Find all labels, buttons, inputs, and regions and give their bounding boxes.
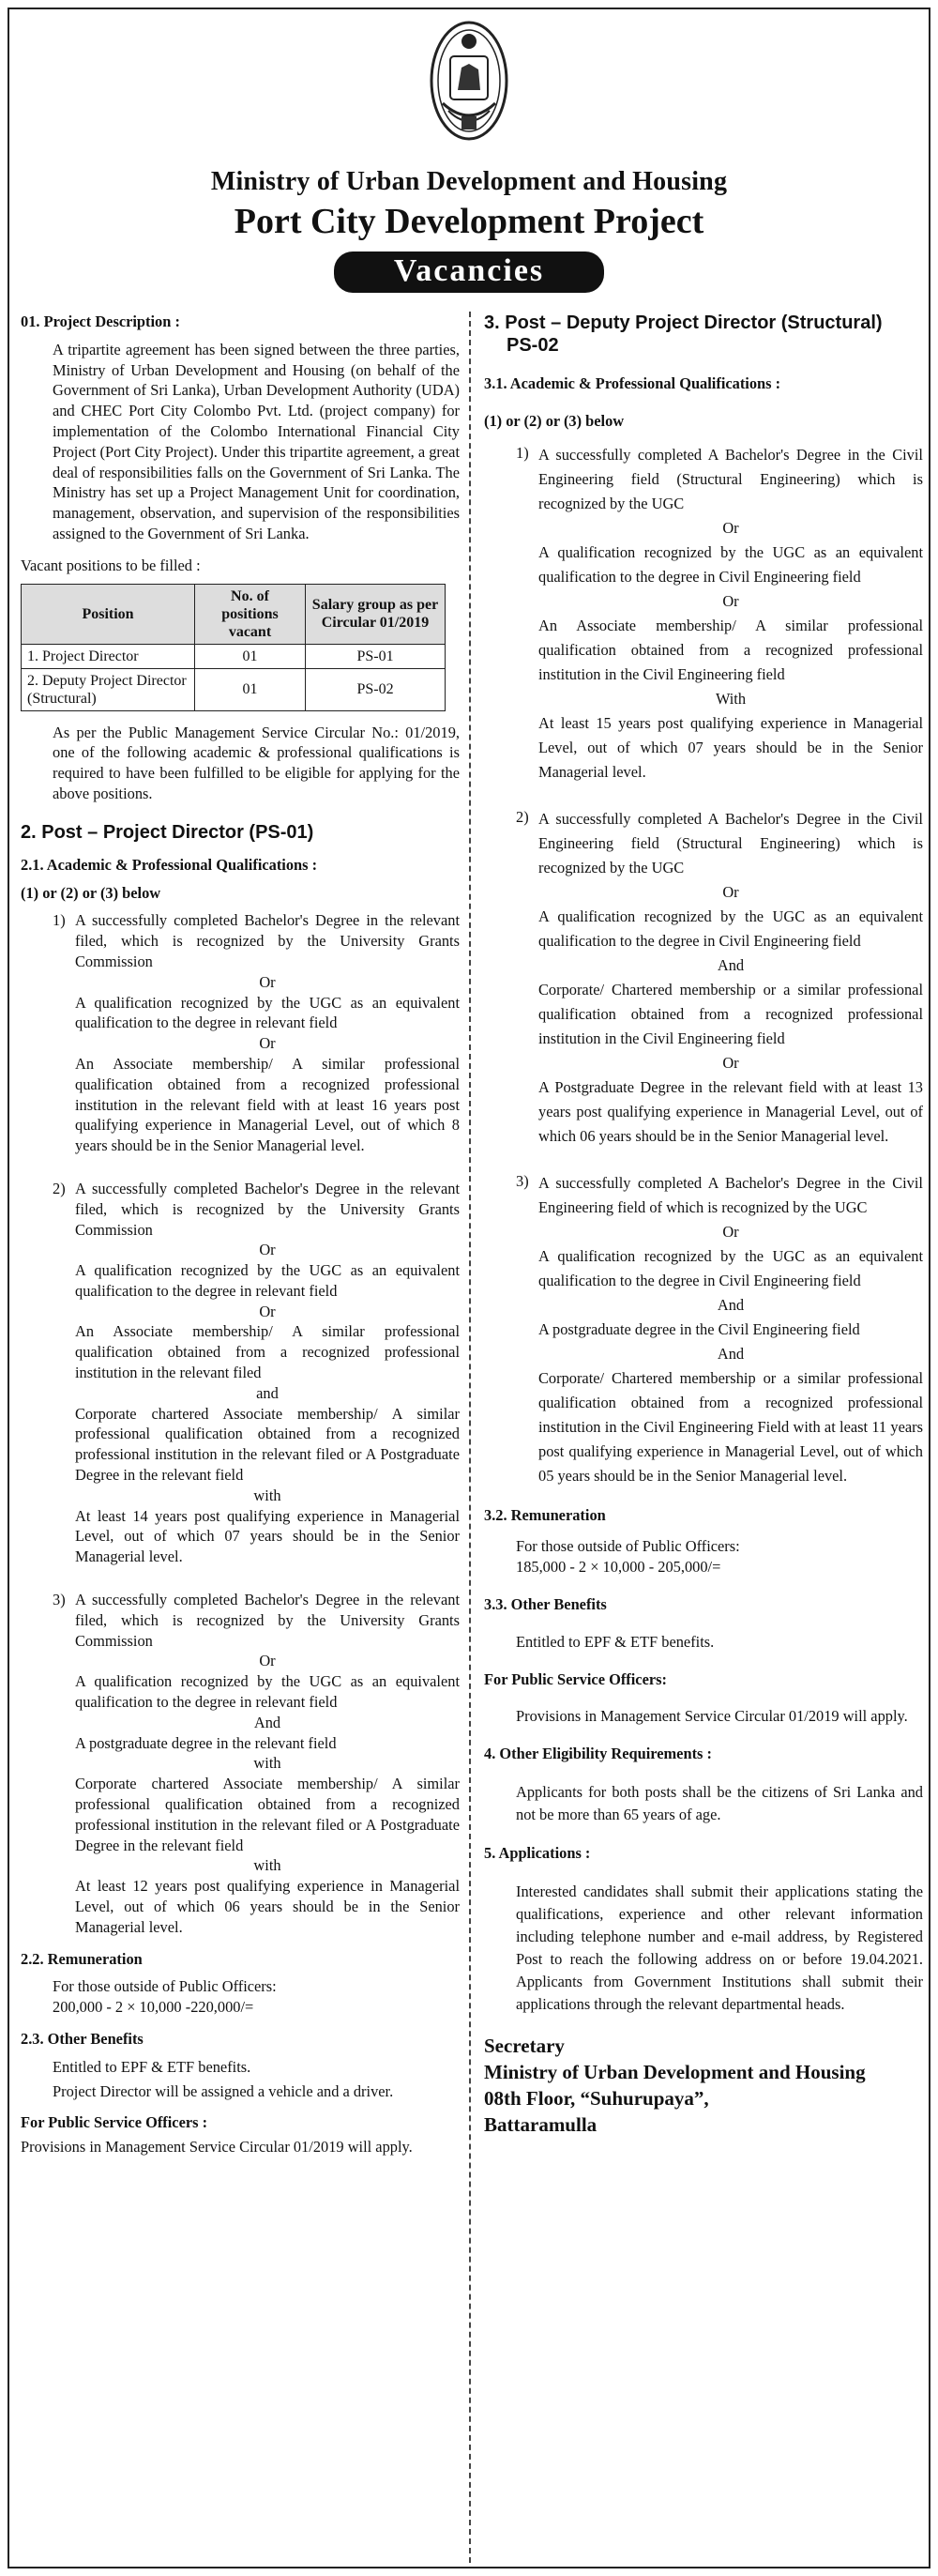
- connector-and: And: [253, 1713, 281, 1731]
- address-title: Secretary: [484, 2034, 565, 2057]
- connector-with: with: [253, 1486, 281, 1504]
- benefit-epf-etf: Entitled to EPF & ETF benefits.: [53, 2057, 251, 2076]
- option-number: 1): [516, 443, 529, 462]
- public-service-text: Provisions in Management Service Circular 01/2019 will apply.: [21, 2138, 413, 2157]
- option-number: 2): [53, 1179, 66, 1197]
- connector-or: Or: [722, 518, 739, 537]
- connector-or: Or: [722, 591, 739, 610]
- address-city: Battaramulla: [484, 2112, 598, 2136]
- table-cell-position: 1. Project Director: [22, 644, 195, 668]
- table-cell-salary: PS-02: [306, 668, 446, 710]
- table-header-position: Position: [22, 584, 195, 644]
- qualification-text: A Postgraduate Degree in the relevant field with at least 13 years post qualifying experience in Managerial Level, out of which 06 years should be in the Senior Managerial level.: [538, 1077, 923, 1145]
- qualification-text: A qualification recognized by the UGC as an equivalent qualification to the degree in relevant field: [75, 1672, 460, 1712]
- option-number: 2): [516, 807, 529, 826]
- qualification-text: Corporate/ Chartered membership or a similar professional qualification obtained from a recognized professional institution in the Civil Engineering Field with at least 11 years post qualifying experience in Managerial Level, out of which 05 years should be in the Senior Managerial level.: [538, 1368, 923, 1485]
- table-header-count: No. of positions vacant: [195, 584, 306, 644]
- qualification-text: At least 15 years post qualifying experience in Managerial Level, out of which 07 years should be in the Senior Managerial level.: [538, 713, 923, 781]
- option-number: 3): [516, 1171, 529, 1190]
- connector-or: Or: [259, 1652, 276, 1670]
- connector-or: Or: [722, 1053, 739, 1072]
- table-header-salary: Salary group as per Circular 01/2019: [306, 584, 446, 644]
- deputy-director-grade: PS-02: [507, 335, 559, 356]
- connector-with: With: [715, 689, 747, 708]
- connector-or: Or: [722, 1222, 739, 1241]
- deputy-director-heading: 3. Post – Deputy Project Director (Structural): [484, 312, 883, 333]
- ministry-title: Ministry of Urban Development and Housing: [210, 167, 728, 196]
- state-emblem-icon: [430, 19, 508, 143]
- header: [9, 19, 929, 317]
- project-description-text: A tripartite agreement has been signed between the three parties, Ministry of Urban Development and Housing (on behalf of the Government of Sri Lanka), Urban Development Authority (UDA) and CHEC Port City Colombo Pvt. Ltd. (project company) for implementation of the Colombo International Financial City Project (Port City Project). Under this tripartite agreement, a great deal of responsibilities falls on the Government of Sri Lanka. The Ministry has set up a Project Management Unit for coordination, management, observation, and supervision of the responsibilities assigned to the Government of Sri Lanka.: [53, 340, 460, 542]
- qualification-option-2: [21, 1179, 460, 1567]
- left-column: [21, 308, 460, 2157]
- qualification-text: An Associate membership/ A similar professional qualification obtained from a recognized professional institution in the relevant field with at least 16 years post qualifying experience in Managerial Level, out of which 8 years should be in the Senior Managerial level.: [75, 1054, 460, 1155]
- table-row: [22, 644, 446, 668]
- qualification-text: A successfully completed Bachelor's Degree in the relevant filed, which is recognized by the University Grants Commission: [75, 1591, 460, 1650]
- qualification-text: An Associate membership/ A similar professional qualification obtained from a recognized professional institution in the relevant filed: [75, 1322, 460, 1382]
- table-cell-salary: PS-01: [306, 644, 446, 668]
- eligibility-text: Applicants for both posts shall be the citizens of Sri Lanka and not be more than 65 years of age.: [516, 1782, 923, 1823]
- option-number: 1): [53, 911, 66, 930]
- applications-text: Interested candidates shall submit their applications stating the qualifications, experience and other relevant information including telephone number and e-mail address, by Registered Post to reach the following address on or before 19.04.2021. Applicants from Government Institutions shall submit their applications through the relevant departmental heads.: [516, 1882, 923, 2013]
- other-benefits-heading: 3.3. Other Benefits: [484, 1594, 607, 1613]
- qualification-text: A successfully completed Bachelor's Degree in the relevant filed, which is recognized by the University Grants Commission: [75, 1179, 460, 1239]
- other-benefits-heading: 2.3. Other Benefits: [21, 2029, 144, 2048]
- qualification-text: A successfully completed A Bachelor's Degree in the Civil Engineering field of which is recognized by the UGC: [538, 1173, 923, 1216]
- qualification-text: A qualification recognized by the UGC as an equivalent qualification to the degree in Civil Engineering field: [538, 1246, 923, 1289]
- qualification-text: A successfully completed Bachelor's Degree in the relevant filed, which is recognized by the University Grants Commission: [75, 911, 460, 970]
- public-service-heading: For Public Service Officers :: [21, 2113, 208, 2132]
- remuneration-line: For those outside of Public Officers:: [53, 1977, 277, 1996]
- connector-or: Or: [259, 1302, 276, 1320]
- qualification-text: Corporate chartered Associate membership/ A similar professional qualification obtained from a recognized professional institution in the relevant filed or A Postgraduate Degree in the relevant field: [75, 1404, 460, 1485]
- public-service-text: Provisions in Management Service Circular 01/2019 will apply.: [516, 1707, 908, 1726]
- benefit-epf-etf: Entitled to EPF & ETF benefits.: [516, 1632, 715, 1651]
- connector-with: with: [253, 1856, 281, 1875]
- qualification-text: An Associate membership/ A similar professional qualification obtained from a recognized professional institution in the Civil Engineering field: [538, 616, 923, 683]
- eligibility-heading: 4. Other Eligibility Requirements :: [484, 1745, 712, 1763]
- qualification-option-1: [484, 443, 923, 785]
- address-ministry: Ministry of Urban Development and Housing: [484, 2060, 866, 2083]
- connector-and: And: [717, 1295, 745, 1314]
- table-header-row: [22, 584, 446, 644]
- connector-or: Or: [722, 882, 739, 901]
- qualification-option-3: [21, 1590, 460, 1938]
- option-number: 3): [53, 1591, 66, 1609]
- remuneration-line: For those outside of Public Officers:: [516, 1537, 740, 1556]
- qualification-text: At least 12 years post qualifying experience in Managerial Level, out of which 06 years should be in the Senior Managerial level.: [75, 1877, 460, 1936]
- connector-or: Or: [259, 1034, 276, 1053]
- public-service-heading: For Public Service Officers:: [484, 1669, 667, 1688]
- vacant-positions-label: Vacant positions to be filled :: [21, 556, 201, 574]
- content-columns: [9, 308, 929, 2567]
- qualification-text: Corporate chartered Associate membership/ A similar professional qualification obtained from a recognized professional institution in the relevant filed or A Postgraduate Degree in the relevant field: [75, 1775, 460, 1854]
- applications-heading: 5. Applications :: [484, 1843, 591, 1862]
- remuneration-heading: 3.2. Remuneration: [484, 1505, 606, 1524]
- vacancies-table: [21, 584, 446, 711]
- qualifications-heading: 3.1. Academic & Professional Qualifications :: [484, 374, 781, 392]
- right-column: [484, 308, 923, 2138]
- connector-or: Or: [259, 1241, 276, 1259]
- salary-scale: 185,000 - 2 × 10,000 - 205,000/=: [516, 1558, 721, 1577]
- qualification-text: A successfully completed A Bachelor's Degree in the Civil Engineering field (Structural Engineering) which is recognized by the UGC: [538, 809, 923, 876]
- table-cell-count: 01: [195, 644, 306, 668]
- circular-text: As per the Public Management Service Circular No.: 01/2019, one of the following academic & professional qualifications is required to have been fulfilled to be eligible for applying for the above positions.: [53, 723, 460, 802]
- qualification-text: A qualification recognized by the UGC as an equivalent qualification to the degree in relevant field: [75, 993, 460, 1032]
- qualification-text: A successfully completed A Bachelor's Degree in the Civil Engineering field (Structural Engineering) which is recognized by the UGC: [538, 445, 923, 512]
- salary-scale: 200,000 - 2 × 10,000 -220,000/=: [53, 1998, 254, 2017]
- project-director-heading: 2. Post – Project Director (PS-01): [21, 821, 314, 843]
- options-label: (1) or (2) or (3) below: [484, 411, 625, 430]
- table-cell-position: 2. Deputy Project Director (Structural): [22, 668, 195, 710]
- qualification-text: A postgraduate degree in the Civil Engineering field: [538, 1319, 860, 1338]
- qualification-text: A postgraduate degree in the relevant field: [75, 1733, 337, 1752]
- connector-and: And: [717, 1344, 745, 1363]
- address-block: [484, 2033, 923, 2138]
- qualification-text: At least 14 years post qualifying experience in Managerial Level, out of which 07 years should be in the Senior Managerial level.: [75, 1506, 460, 1566]
- column-divider: [469, 312, 471, 2563]
- project-description-heading: 01. Project Description :: [21, 312, 180, 330]
- address-floor: 08th Floor, “Suhurupaya”,: [484, 2086, 709, 2110]
- options-label: (1) or (2) or (3) below: [21, 883, 161, 902]
- table-row: [22, 668, 446, 710]
- connector-and: and: [256, 1383, 279, 1402]
- qualification-text: A qualification recognized by the UGC as an equivalent qualification to the degree in relevant field: [75, 1261, 460, 1300]
- qualification-option-3: [484, 1171, 923, 1488]
- remuneration-heading: 2.2. Remuneration: [21, 1949, 143, 1968]
- connector-or: Or: [259, 972, 276, 991]
- connector-and: And: [717, 955, 745, 974]
- qualification-option-2: [484, 807, 923, 1149]
- qualification-text: A qualification recognized by the UGC as an equivalent qualification to the degree in Civil Engineering field: [538, 542, 923, 586]
- qualification-text: Corporate/ Chartered membership or a similar professional qualification obtained from a recognized professional institution in the Civil Engineering field: [538, 980, 923, 1047]
- qualification-text: A qualification recognized by the UGC as an equivalent qualification to the degree in Civil Engineering field: [538, 907, 923, 950]
- connector-with: with: [253, 1754, 281, 1773]
- advertisement-page: [8, 8, 930, 2568]
- project-title: Port City Development Project: [234, 202, 704, 241]
- benefit-vehicle: Project Director will be assigned a vehicle and a driver.: [53, 2081, 394, 2100]
- qualifications-heading: 2.1. Academic & Professional Qualifications :: [21, 855, 318, 874]
- table-cell-count: 01: [195, 668, 306, 710]
- qualification-option-1: [21, 910, 460, 1156]
- vacancies-banner: Vacancies: [334, 252, 604, 293]
